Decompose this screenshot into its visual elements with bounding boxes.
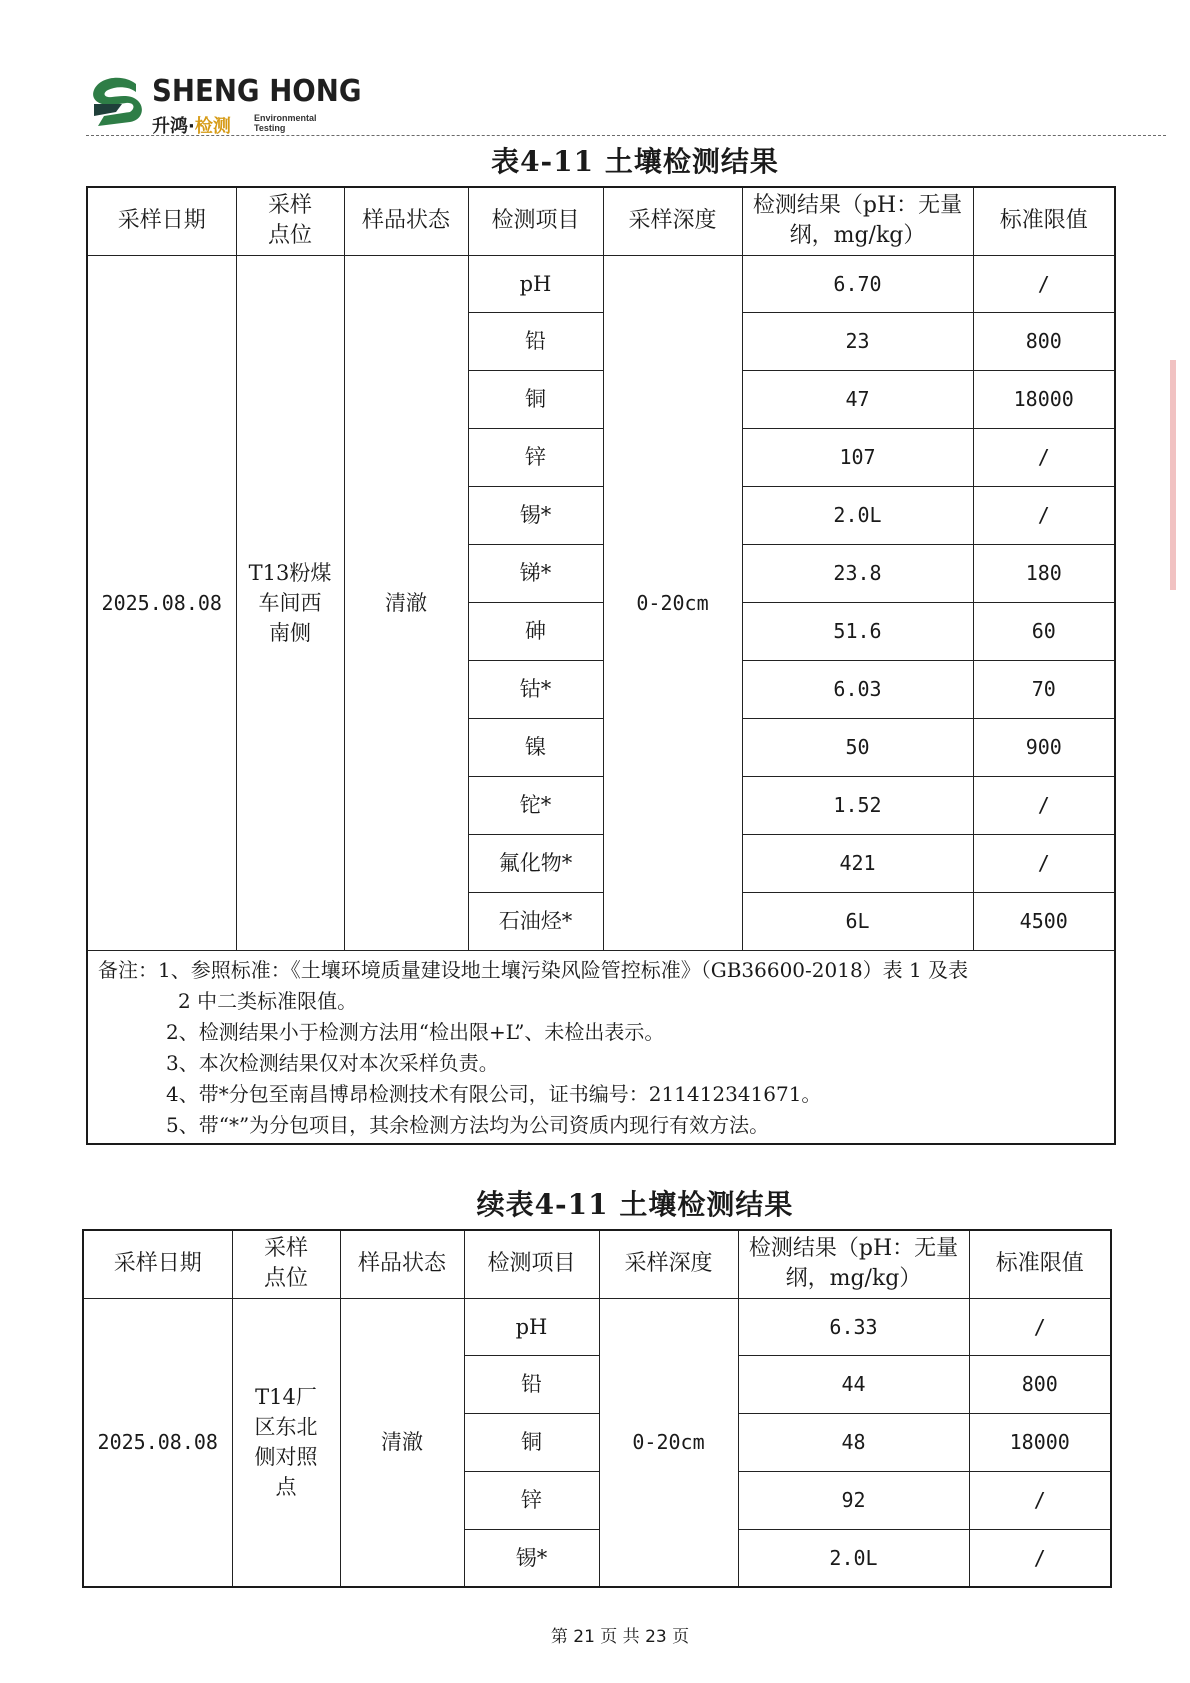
brand-tagline — [254, 113, 317, 133]
standard-limit: / — [969, 1298, 1111, 1355]
sample-depth: 0-20cm — [599, 1298, 738, 1587]
table1-notes — [87, 950, 1115, 1144]
header-point-line2: 点位 — [263, 1266, 308, 1292]
header-point-line2: 点位 — [267, 223, 312, 249]
brand-cn-part-2: 检测 — [194, 116, 231, 137]
standard-limit: / — [969, 1471, 1111, 1529]
test-item: 钴* — [468, 660, 603, 718]
standard-limit: 60 — [973, 602, 1115, 660]
table-row — [87, 255, 1115, 312]
sample-depth: 0-20cm — [603, 255, 742, 950]
standard-limit: 18000 — [969, 1413, 1111, 1471]
test-item: 铜 — [468, 370, 603, 428]
standard-limit: / — [973, 255, 1115, 312]
header-point-line1: 采样 — [267, 193, 312, 219]
header-point-line1: 采样 — [263, 1236, 308, 1262]
header-date: 采样日期 — [87, 187, 236, 255]
standard-limit: 4500 — [973, 892, 1115, 950]
sample-point — [236, 255, 344, 950]
test-item: 锌 — [468, 428, 603, 486]
test-item: 铅 — [464, 1355, 599, 1413]
header-item: 检测项目 — [468, 187, 603, 255]
test-result: 92 — [738, 1471, 969, 1529]
header-result — [742, 187, 973, 255]
page-number: 第 21 页 共 23 页 — [550, 1627, 690, 1647]
test-result: 421 — [742, 834, 973, 892]
header-divider — [86, 135, 1166, 136]
sample-point-line: 区东北 — [254, 1415, 318, 1440]
test-result: 2.0L — [742, 486, 973, 544]
notes-row — [87, 950, 1115, 1144]
test-result: 50 — [742, 718, 973, 776]
test-result: 48 — [738, 1413, 969, 1471]
header-result-line1: 检测结果（pH：无量 — [752, 193, 963, 219]
standard-limit: / — [973, 486, 1115, 544]
sample-point-line: 南侧 — [269, 620, 311, 645]
test-item: 锌 — [464, 1471, 599, 1529]
standard-limit: 70 — [973, 660, 1115, 718]
test-item: 铜 — [464, 1413, 599, 1471]
test-result: 23 — [742, 312, 973, 370]
header-depth: 采样深度 — [599, 1230, 738, 1298]
test-item: 铊* — [468, 776, 603, 834]
header-result-line2: 纲，mg/kg） — [789, 223, 926, 249]
header-point — [236, 187, 344, 255]
header-state: 样品状态 — [344, 187, 468, 255]
note-line: 5、带“*”为分包项目，其余检测方法均为公司资质内现行有效方法。 — [166, 1112, 770, 1137]
standard-limit: 18000 — [973, 370, 1115, 428]
test-result: 1.52 — [742, 776, 973, 834]
test-item: pH — [468, 255, 603, 312]
table1 — [86, 186, 1116, 1145]
table2-title: 续表4-11 土壤检测结果 — [476, 1188, 794, 1221]
test-item: pH — [464, 1298, 599, 1355]
header-limit: 标准限值 — [969, 1230, 1111, 1298]
table1-title: 表4-11 土壤检测结果 — [491, 145, 779, 178]
note-line: 2、检测结果小于检测方法用“检出限+L”、未检出表示。 — [166, 1019, 665, 1044]
note-line: 4、带*分包至南昌博昂检测技术有限公司，证书编号：211412341671。 — [166, 1081, 822, 1106]
company-logo — [86, 72, 362, 137]
sample-state: 清澈 — [344, 255, 468, 950]
header-result — [738, 1230, 969, 1298]
test-result: 2.0L — [738, 1529, 969, 1587]
standard-limit: / — [973, 776, 1115, 834]
sample-point — [232, 1298, 340, 1587]
test-item: 锡* — [468, 486, 603, 544]
sample-date: 2025.08.08 — [87, 255, 236, 950]
seal-stamp-edge — [1170, 360, 1190, 590]
header-limit: 标准限值 — [973, 187, 1115, 255]
standard-limit: 900 — [973, 718, 1115, 776]
sample-point-line: 车间西 — [258, 590, 322, 615]
header-state: 样品状态 — [340, 1230, 464, 1298]
sample-point-line: 点 — [275, 1475, 297, 1500]
test-item: 镍 — [468, 718, 603, 776]
header-result-line2: 纲，mg/kg） — [785, 1266, 922, 1292]
table2 — [82, 1229, 1112, 1588]
test-result: 107 — [742, 428, 973, 486]
brand-cn-part-1: 升鸿· — [152, 116, 195, 137]
test-result: 47 — [742, 370, 973, 428]
test-result: 6.33 — [738, 1298, 969, 1355]
test-result: 6L — [742, 892, 973, 950]
test-result: 23.8 — [742, 544, 973, 602]
table-row — [83, 1298, 1111, 1355]
test-item: 锡* — [464, 1529, 599, 1587]
test-result: 44 — [738, 1355, 969, 1413]
brand-tagline-2: Testing — [254, 123, 286, 133]
note-line: 2 中二类标准限值。 — [178, 988, 358, 1013]
standard-limit: 800 — [973, 312, 1115, 370]
brand-tagline-1: Environmental — [254, 113, 317, 123]
header-result-line1: 检测结果（pH：无量 — [748, 1236, 959, 1262]
test-item: 砷 — [468, 602, 603, 660]
sample-point-line: T13粉煤 — [248, 560, 332, 585]
standard-limit: 180 — [973, 544, 1115, 602]
note-line: 3、本次检测结果仅对本次采样负责。 — [166, 1050, 499, 1075]
standard-limit: / — [969, 1529, 1111, 1587]
header-date: 采样日期 — [83, 1230, 232, 1298]
note-line: 备注：1、参照标准：《土壤环境质量建设地土壤污染风险管控标准》（GB36600-2018）表 1 及表 — [98, 957, 969, 982]
standard-limit: 800 — [969, 1355, 1111, 1413]
test-result: 51.6 — [742, 602, 973, 660]
header-depth: 采样深度 — [603, 187, 742, 255]
standard-limit: / — [973, 428, 1115, 486]
test-item: 铅 — [468, 312, 603, 370]
standard-limit: / — [973, 834, 1115, 892]
header-item: 检测项目 — [464, 1230, 599, 1298]
header-point — [232, 1230, 340, 1298]
shenghong-logo-icon — [86, 72, 148, 134]
table1-header-row — [87, 187, 1115, 255]
test-item: 氟化物* — [468, 834, 603, 892]
sample-point-line: 侧对照 — [254, 1445, 318, 1470]
test-item: 石油烃* — [468, 892, 603, 950]
sample-date: 2025.08.08 — [83, 1298, 232, 1587]
sample-state: 清澈 — [340, 1298, 464, 1587]
test-result: 6.70 — [742, 255, 973, 312]
sample-point-line: T14厂 — [255, 1385, 317, 1410]
table2-header-row — [83, 1230, 1111, 1298]
test-item: 锑* — [468, 544, 603, 602]
test-result: 6.03 — [742, 660, 973, 718]
brand-name: SHENG HONG — [152, 74, 362, 109]
